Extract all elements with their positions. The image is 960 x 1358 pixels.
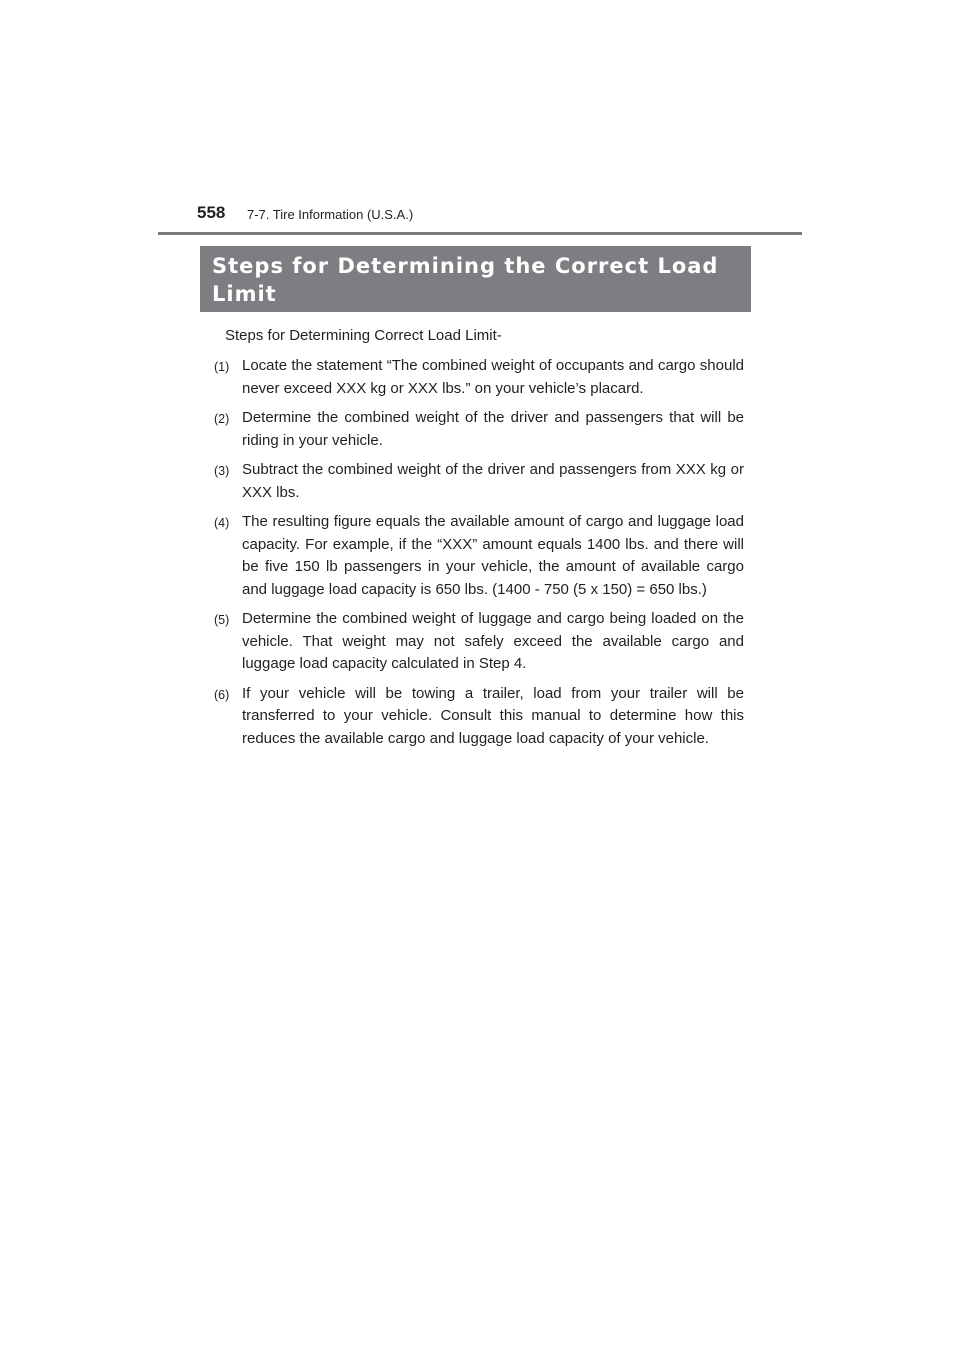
page-title-line-2: Limit xyxy=(212,282,277,306)
step-number: (6) xyxy=(214,687,230,702)
step-item-5 xyxy=(214,608,744,676)
step-text: The resulting figure equals the available amount of cargo and luggage load capacity. For example, if the “XXX” amount equals 1400 lbs. and there will be five 150 lb passengers in your vehicle, the amount of available cargo and luggage load capacity is 650 lbs. (1400 - 750 (5 x 150) = 650 lbs.) xyxy=(242,513,744,598)
step-number: (1) xyxy=(214,360,230,374)
step-number: (3) xyxy=(214,464,230,478)
header-divider xyxy=(158,232,802,235)
step-number: (5) xyxy=(214,613,230,627)
steps-list xyxy=(214,355,744,757)
step-text: Subtract the combined weight of the driver and passengers from XXX kg or XXX lbs. xyxy=(242,461,744,501)
step-text: If your vehicle will be towing a trailer, load from your trailer will be transferred to your vehicle. Consult this manual to determine how this reduces the available cargo and luggage load capacity of your vehicle. xyxy=(242,684,744,747)
step-number: (2) xyxy=(214,412,230,426)
page-title-line-1: Steps for Determining the Correct Load xyxy=(212,254,719,278)
step-item-6 xyxy=(214,683,744,751)
step-item-4 xyxy=(214,511,744,601)
step-text: Locate the statement “The combined weight of occupants and cargo should never exceed XXX kg or XXX lbs.” on your vehicle’s placard. xyxy=(242,357,744,397)
section-breadcrumb: 7-7. Tire Information (U.S.A.) xyxy=(247,207,414,222)
step-item-1 xyxy=(214,355,744,400)
step-item-3 xyxy=(214,459,744,504)
title-banner xyxy=(200,246,751,312)
step-text: Determine the combined weight of luggage and cargo being loaded on the vehicle. That weight may not safely exceed the available cargo and luggage load capacity calculated in Step 4. xyxy=(242,610,744,672)
page-number: 558 xyxy=(197,203,226,222)
step-number: (4) xyxy=(214,516,230,530)
step-text: Determine the combined weight of the driver and passengers that will be riding in your vehicle. xyxy=(242,409,744,449)
intro-text: Steps for Determining Correct Load Limit- xyxy=(225,327,502,344)
step-item-2 xyxy=(214,407,744,452)
page-title xyxy=(212,252,739,308)
